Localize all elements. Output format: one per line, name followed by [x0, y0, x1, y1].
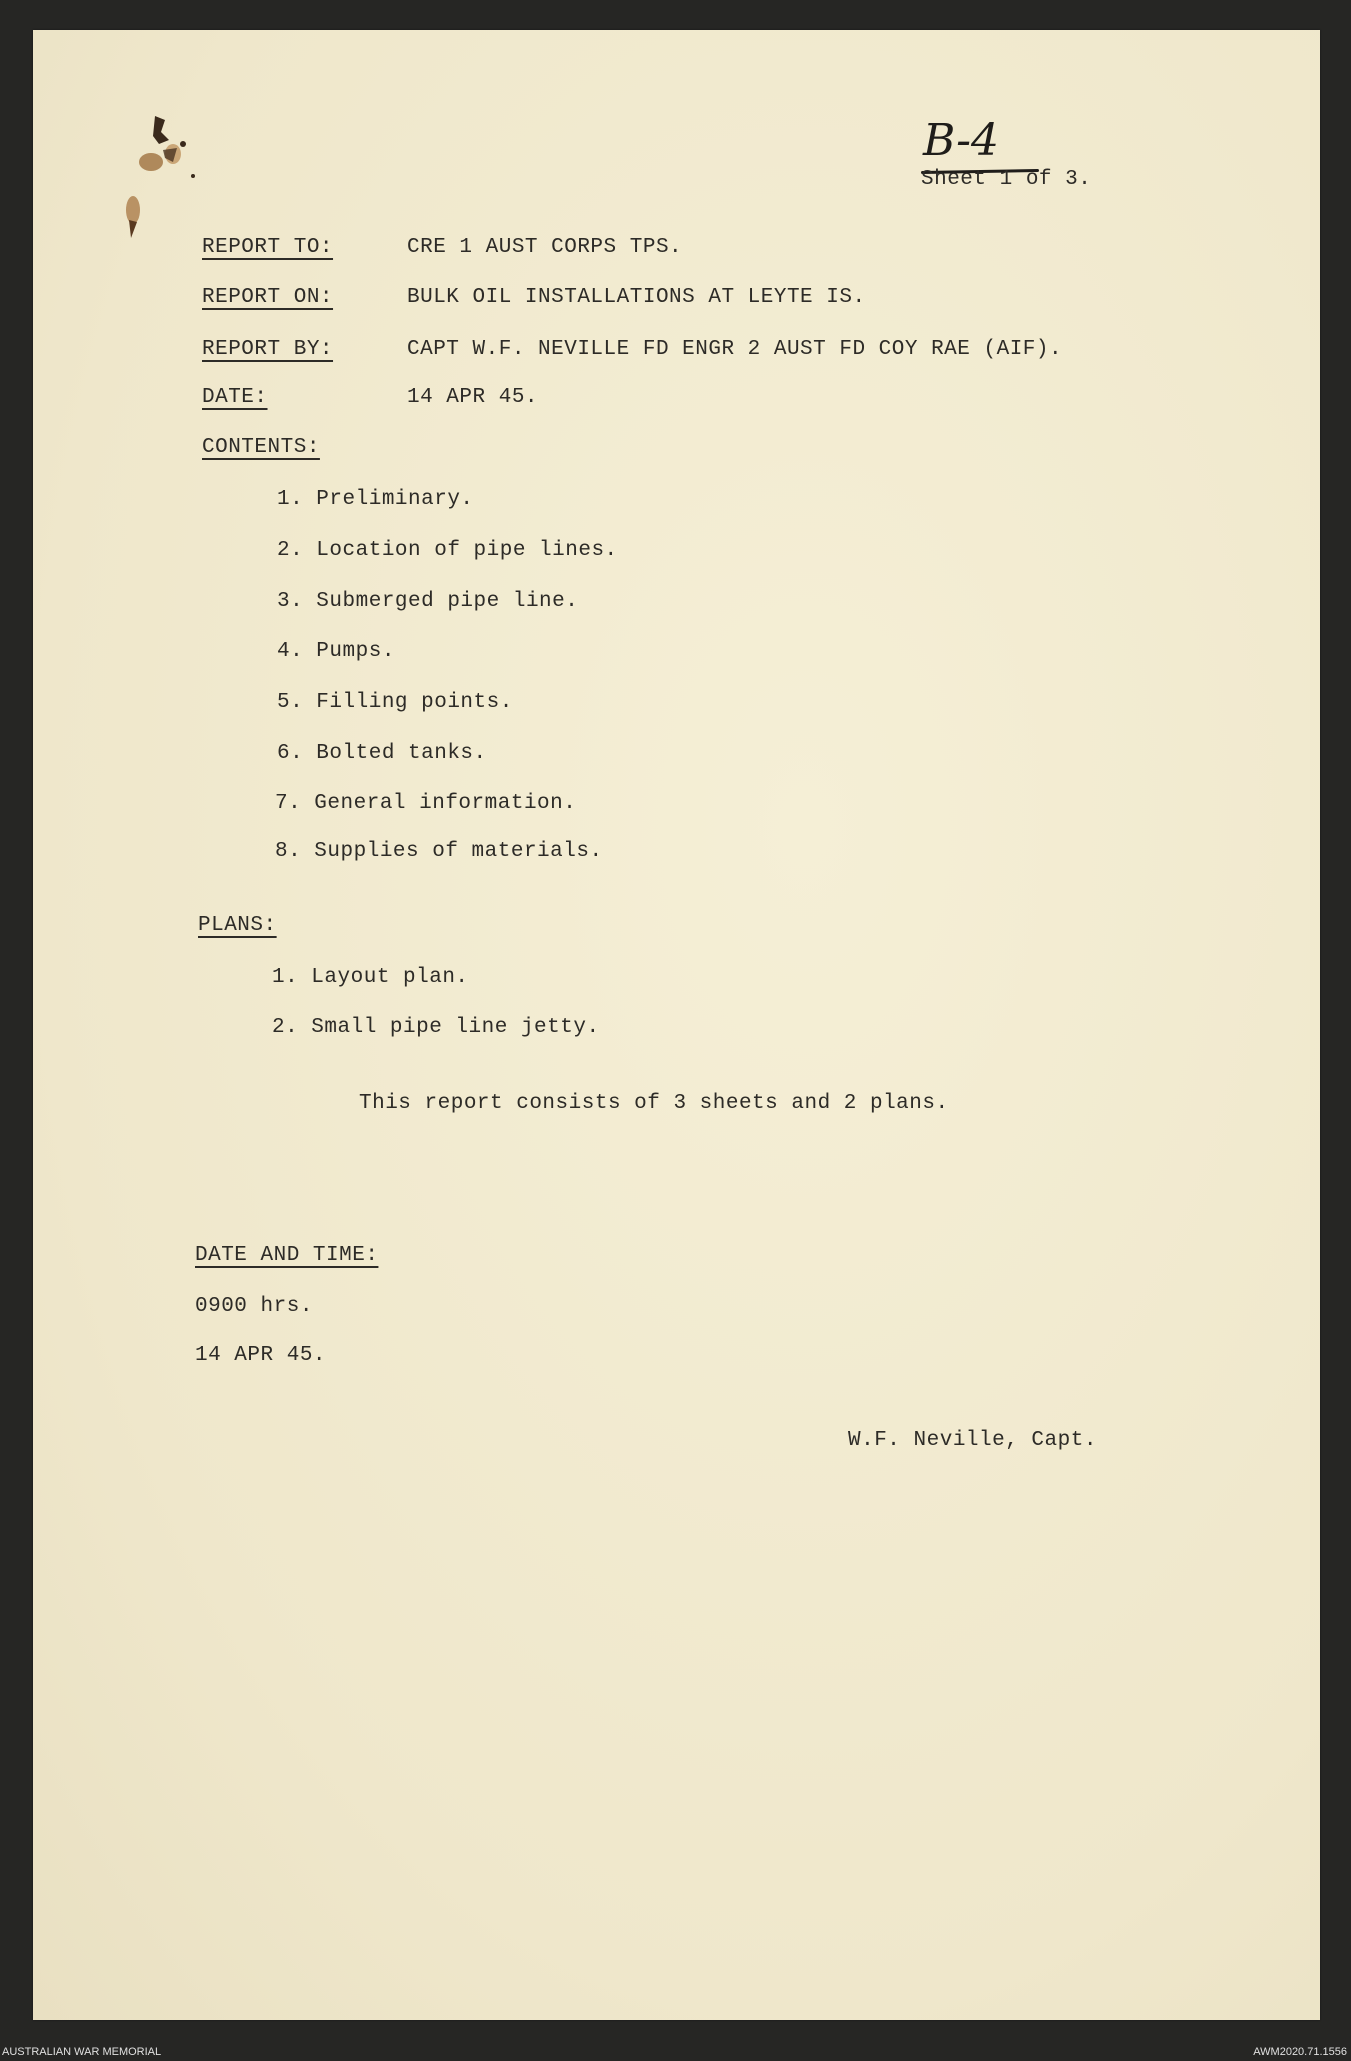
- document-page: [33, 30, 1320, 2020]
- contents-item: 3. Submerged pipe line.: [277, 590, 579, 613]
- date-value: 14 APR 45.: [407, 386, 539, 409]
- contents-item: 7. General information.: [275, 792, 577, 815]
- handwritten-reference: B-4: [923, 115, 1000, 166]
- report-by-value: CAPT W.F. NEVILLE FD ENGR 2 AUST FD COY RAE (AIF).: [407, 338, 1063, 361]
- contents-item: 6. Bolted tanks.: [277, 742, 487, 765]
- report-to-label: REPORT TO:: [202, 236, 334, 259]
- report-by-label: REPORT BY:: [202, 338, 334, 361]
- plans-item: 1. Layout plan.: [272, 966, 469, 989]
- sheet-number: Sheet 1 of 3.: [921, 168, 1092, 191]
- contents-item: 8. Supplies of materials.: [275, 840, 603, 863]
- contents-item: 2. Location of pipe lines.: [277, 539, 618, 562]
- report-to-value: CRE 1 AUST CORPS TPS.: [407, 236, 683, 259]
- contents-heading: CONTENTS:: [202, 436, 320, 459]
- footer-source: AUSTRALIAN WAR MEMORIAL: [2, 2046, 162, 2058]
- plans-item: 2. Small pipe line jetty.: [272, 1016, 600, 1039]
- time-value: 0900 hrs.: [195, 1295, 313, 1318]
- date-time-heading: DATE AND TIME:: [195, 1244, 379, 1267]
- signature-line: W.F. Neville, Capt.: [848, 1429, 1097, 1452]
- date-label: DATE:: [202, 386, 268, 409]
- contents-item: 4. Pumps.: [277, 640, 395, 663]
- rust-stain-mark: [103, 110, 213, 260]
- report-summary: This report consists of 3 sheets and 2 plans.: [359, 1092, 949, 1115]
- footer-accession-number: AWM2020.71.1556: [1253, 2046, 1347, 2058]
- plans-heading: PLANS:: [198, 914, 277, 937]
- contents-item: 5. Filling points.: [277, 691, 513, 714]
- date-time-date: 14 APR 45.: [195, 1344, 327, 1367]
- contents-item: 1. Preliminary.: [277, 488, 474, 511]
- report-on-label: REPORT ON:: [202, 286, 334, 309]
- report-on-value: BULK OIL INSTALLATIONS AT LEYTE IS.: [407, 286, 866, 309]
